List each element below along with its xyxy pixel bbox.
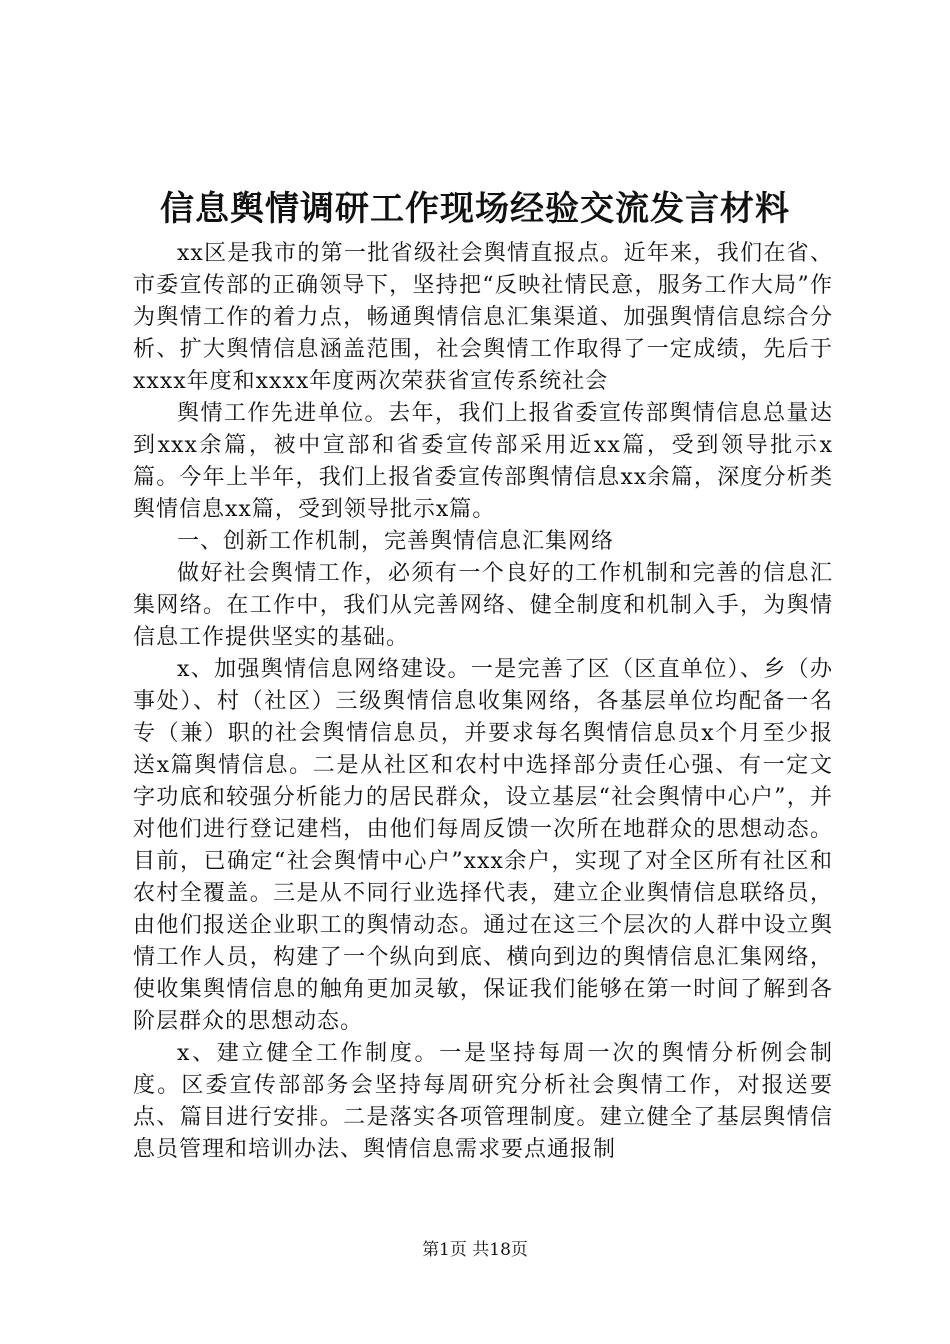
page-number-footer: 第1页 共18页 — [422, 1240, 528, 1260]
paragraph-system: x、建立健全工作制度。一是坚持每周一次的舆情分析例会制度。区委宣传部部务会坚持每周研究分析社会舆情工作，对报送要点、篇目进行安排。二是落实各项管理制度。建立健全了基层舆情信息员管理和培训办法、舆情信息需求要点通报制 — [133, 1041, 833, 1162]
document-title: 信息舆情调研工作现场经验交流发言材料 — [160, 189, 790, 229]
paragraph-network: x、加强舆情信息网络建设。一是完善了区（区直单位）、乡（办事处）、村（社区）三级舆情信息收集网络，各基层单位均配备一名专（兼）职的社会舆情信息员，并要求每名舆情信息员x个月至少报送x篇舆情信息。二是从社区和农村中选择部分责任心强、有一定文字功底和较强分析能力的居民群众，设立基层“社会舆情中心户”，并对他们进行登记建档，由他们每周反馈一次所在地群众的思想动态。目前，已确定“社会舆情中心户”xxx余户，实现了对全区所有社区和农村全覆盖。三是从不同行业选择代表，建立企业舆情信息联络员，由他们报送企业职工的舆情动态。通过在这三个层次的人群中设立舆情工作人员，构建了一个纵向到底、横向到边的舆情信息汇集网络，使收集舆情信息的触角更加灵敏，保证我们能够在第一时间了解到各阶层群众的思想动态。 — [133, 657, 833, 1034]
paragraph-achievements: 舆情工作先进单位。去年，我们上报省委宣传部舆情信息总量达到xxx余篇，被中宣部和省委宣传部采用近xx篇，受到领导批示x篇。今年上半年，我们上报省委宣传部舆情信息xx余篇，深度分析类舆情信息xx篇，受到领导批示x篇。 — [133, 401, 833, 522]
section-heading-1: 一、创新工作机制，完善舆情信息汇集网络 — [177, 529, 615, 554]
paragraph-intro: xx区是我市的第一批省级社会舆情直报点。近年来，我们在省、市委宣传部的正确领导下，坚持把“反映社情民意，服务工作大局”作为舆情工作的着力点，畅通舆情信息汇集渠道、加强舆情信息综合分析、扩大舆情信息涵盖范围，社会舆情工作取得了一定成绩，先后于xxxx年度和xxxx年度两次荣获省宣传系统社会 — [133, 241, 833, 394]
document-body — [133, 238, 833, 1166]
paragraph-section-1-intro: 做好社会舆情工作，必须有一个良好的工作机制和完善的信息汇集网络。在工作中，我们从完善网络、健全制度和机制入手，为舆情信息工作提供坚实的基础。 — [133, 561, 833, 650]
